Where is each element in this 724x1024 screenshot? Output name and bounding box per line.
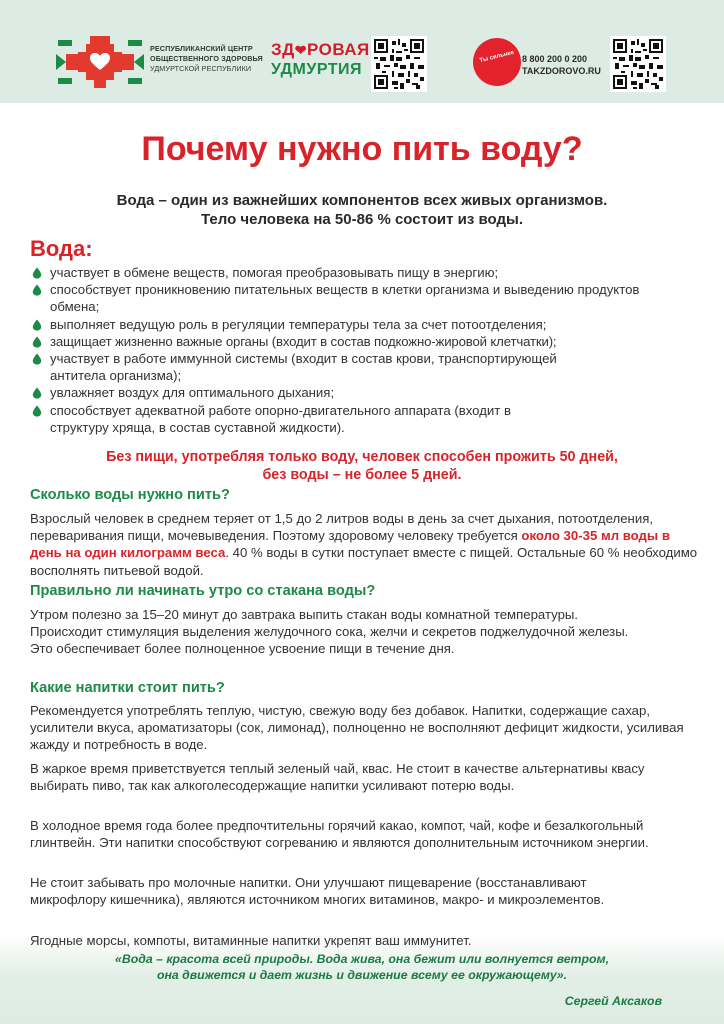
heart-icon: ❤ [294,42,307,58]
warning-line-2: без воды – не более 5 дней. [262,467,462,483]
drinks-paragraph-5: Ягодные морсы, компоты, витаминные напитки укрепят ваш иммунитет. [30,933,472,948]
quote-author: Сергей Аксаков [564,994,662,1008]
morning-paragraph: Утром полезно за 15–20 минут до завтрака выпить стакан воды комнатной температуры. Происходит стимуляция выделения желудочного сока, желчи и секретов поджелудочной железы. Это обеспечивает более полноценное усвоение пищи в течение дня. [30,607,629,657]
water-heading: Вода: [30,236,93,261]
org-name [150,44,263,74]
intro-text [0,191,724,229]
qr-code-icon[interactable] [610,36,666,92]
brand-line-1a: ЗД [271,40,295,59]
how-much-paragraph: Взрослый человек в среднем теряет от 1,5 до 2 литров воды в день за счет дыхания, потоотделения, переваривания пищи, мочевыведения. Поэтому здоровому человеку требуется около 30-35 мл воды в день на один килограмм веса. 40 % воды в сутки поступает вместе с пищей. Остальные 60 % необходимо восполнять питьевой водой. [30,511,698,578]
daily-norm-highlight: около 30-35 мл воды в день на один килограмм веса [30,528,670,561]
drinks-paragraph-1: Рекомендуется употреблять теплую, чистую, свежую воду без добавок. Напитки, содержащие сахар, усилители вкуса, ароматизаторы (сок, лимонад), полноценно не восполняют дефицит жидкости, усиливая жажду и потребность в воде. [30,703,684,753]
water-drop-icon [31,319,43,331]
drinks-paragraph-3: В холодное время года более предпочтительны горячий какао, компот, чай, кофе и безалкогольный глинтвейн. Эти напитки способствуют согреванию и являются дополнительным источником энергии. [30,818,649,851]
page-title: Почему нужно пить воду? [141,130,583,168]
brand-line-1b: РОВАЯ [307,40,370,59]
list-item: способствует адекватной работе опорно-двигательного аппарата (входит в структуру хряща, в состав суставной жидкости). [30,402,710,436]
org-line-2: ОБЩЕСТВЕННОГО ЗДОРОВЬЯ [150,54,263,63]
hotline-contacts [522,53,601,77]
warning-line-1: Без пищи, употребляя только воду, человек способен прожить 50 дней, [106,449,618,465]
water-drop-icon [31,284,43,296]
intro-line-1: Вода – один из важнейших компонентов всех живых организмов. [116,192,608,209]
list-item: выполняет ведущую роль в регуляции температуры тела за счет потоотделения; [30,316,710,333]
water-drop-icon [31,336,43,348]
list-item: защищает жизненно важные органы (входит в состав подкожно-жировой клетчатки); [30,333,710,350]
water-drop-icon [31,267,43,279]
list-item: способствует проникновению питательных веществ в клетки организма и выведению продуктов обмена; [30,281,710,315]
hotline-site[interactable]: TAKZDOROVO.RU [522,66,601,76]
org-line-3: УДМУРТСКОЙ РЕСПУБЛИКИ [150,64,252,73]
org-line-1: РЕСПУБЛИКАНСКИЙ ЦЕНТР [150,44,253,53]
qr-code-icon[interactable] [371,36,427,92]
section-heading-how-much: Сколько воды нужно пить? [30,487,230,503]
list-item: участвует в обмене веществ, помогая преобразовывать пищу в энергию; [30,264,710,281]
brand-line-2: УДМУРТИЯ [271,61,363,78]
quote-line-1: «Вода – красота всей природы. Вода жива, она бежит или волнуется ветром, [114,952,609,966]
quote-line-2: она движется и дает жизнь и движение всему ее окружающему». [156,968,568,982]
survival-warning [0,448,724,484]
aksakov-quote [0,951,724,983]
water-drop-icon [31,387,43,399]
water-drop-icon [31,353,43,365]
ornament-heart-logo [56,36,144,88]
list-item: увлажняет воздух для оптимального дыхания; [30,384,710,401]
list-item: участвует в работе иммунной системы (входит в состав крови, транспортирующей антитела организма); [30,350,710,384]
water-drop-icon [31,405,43,417]
hotline-phone[interactable]: 8 800 200 0 200 [522,54,588,64]
zdorovaya-udmurtiya-logo [271,40,370,80]
section-heading-morning: Правильно ли начинать утро со стакана воды? [30,583,376,599]
water-benefits-list [30,264,710,436]
badge-text: Ты сильнее [479,49,515,65]
drinks-paragraph-2: В жаркое время приветствуется теплый зеленый чай, квас. Не стоит в качестве альтернативы квасу выбирать пиво, так как алкоголесодержащие напитки усиливают потерю воды. [30,761,645,794]
takzdorovo-badge-icon [473,38,521,86]
intro-line-2: Тело человека на 50-86 % состоит из воды. [201,211,523,228]
drinks-paragraph-4: Не стоит забывать про молочные напитки. Они улучшают пищеварение (восстанавливают микрофлору кишечника), являются источником многих витаминов, макро- и микроэлементов. [30,875,605,908]
section-heading-drinks: Какие напитки стоит пить? [30,680,225,696]
